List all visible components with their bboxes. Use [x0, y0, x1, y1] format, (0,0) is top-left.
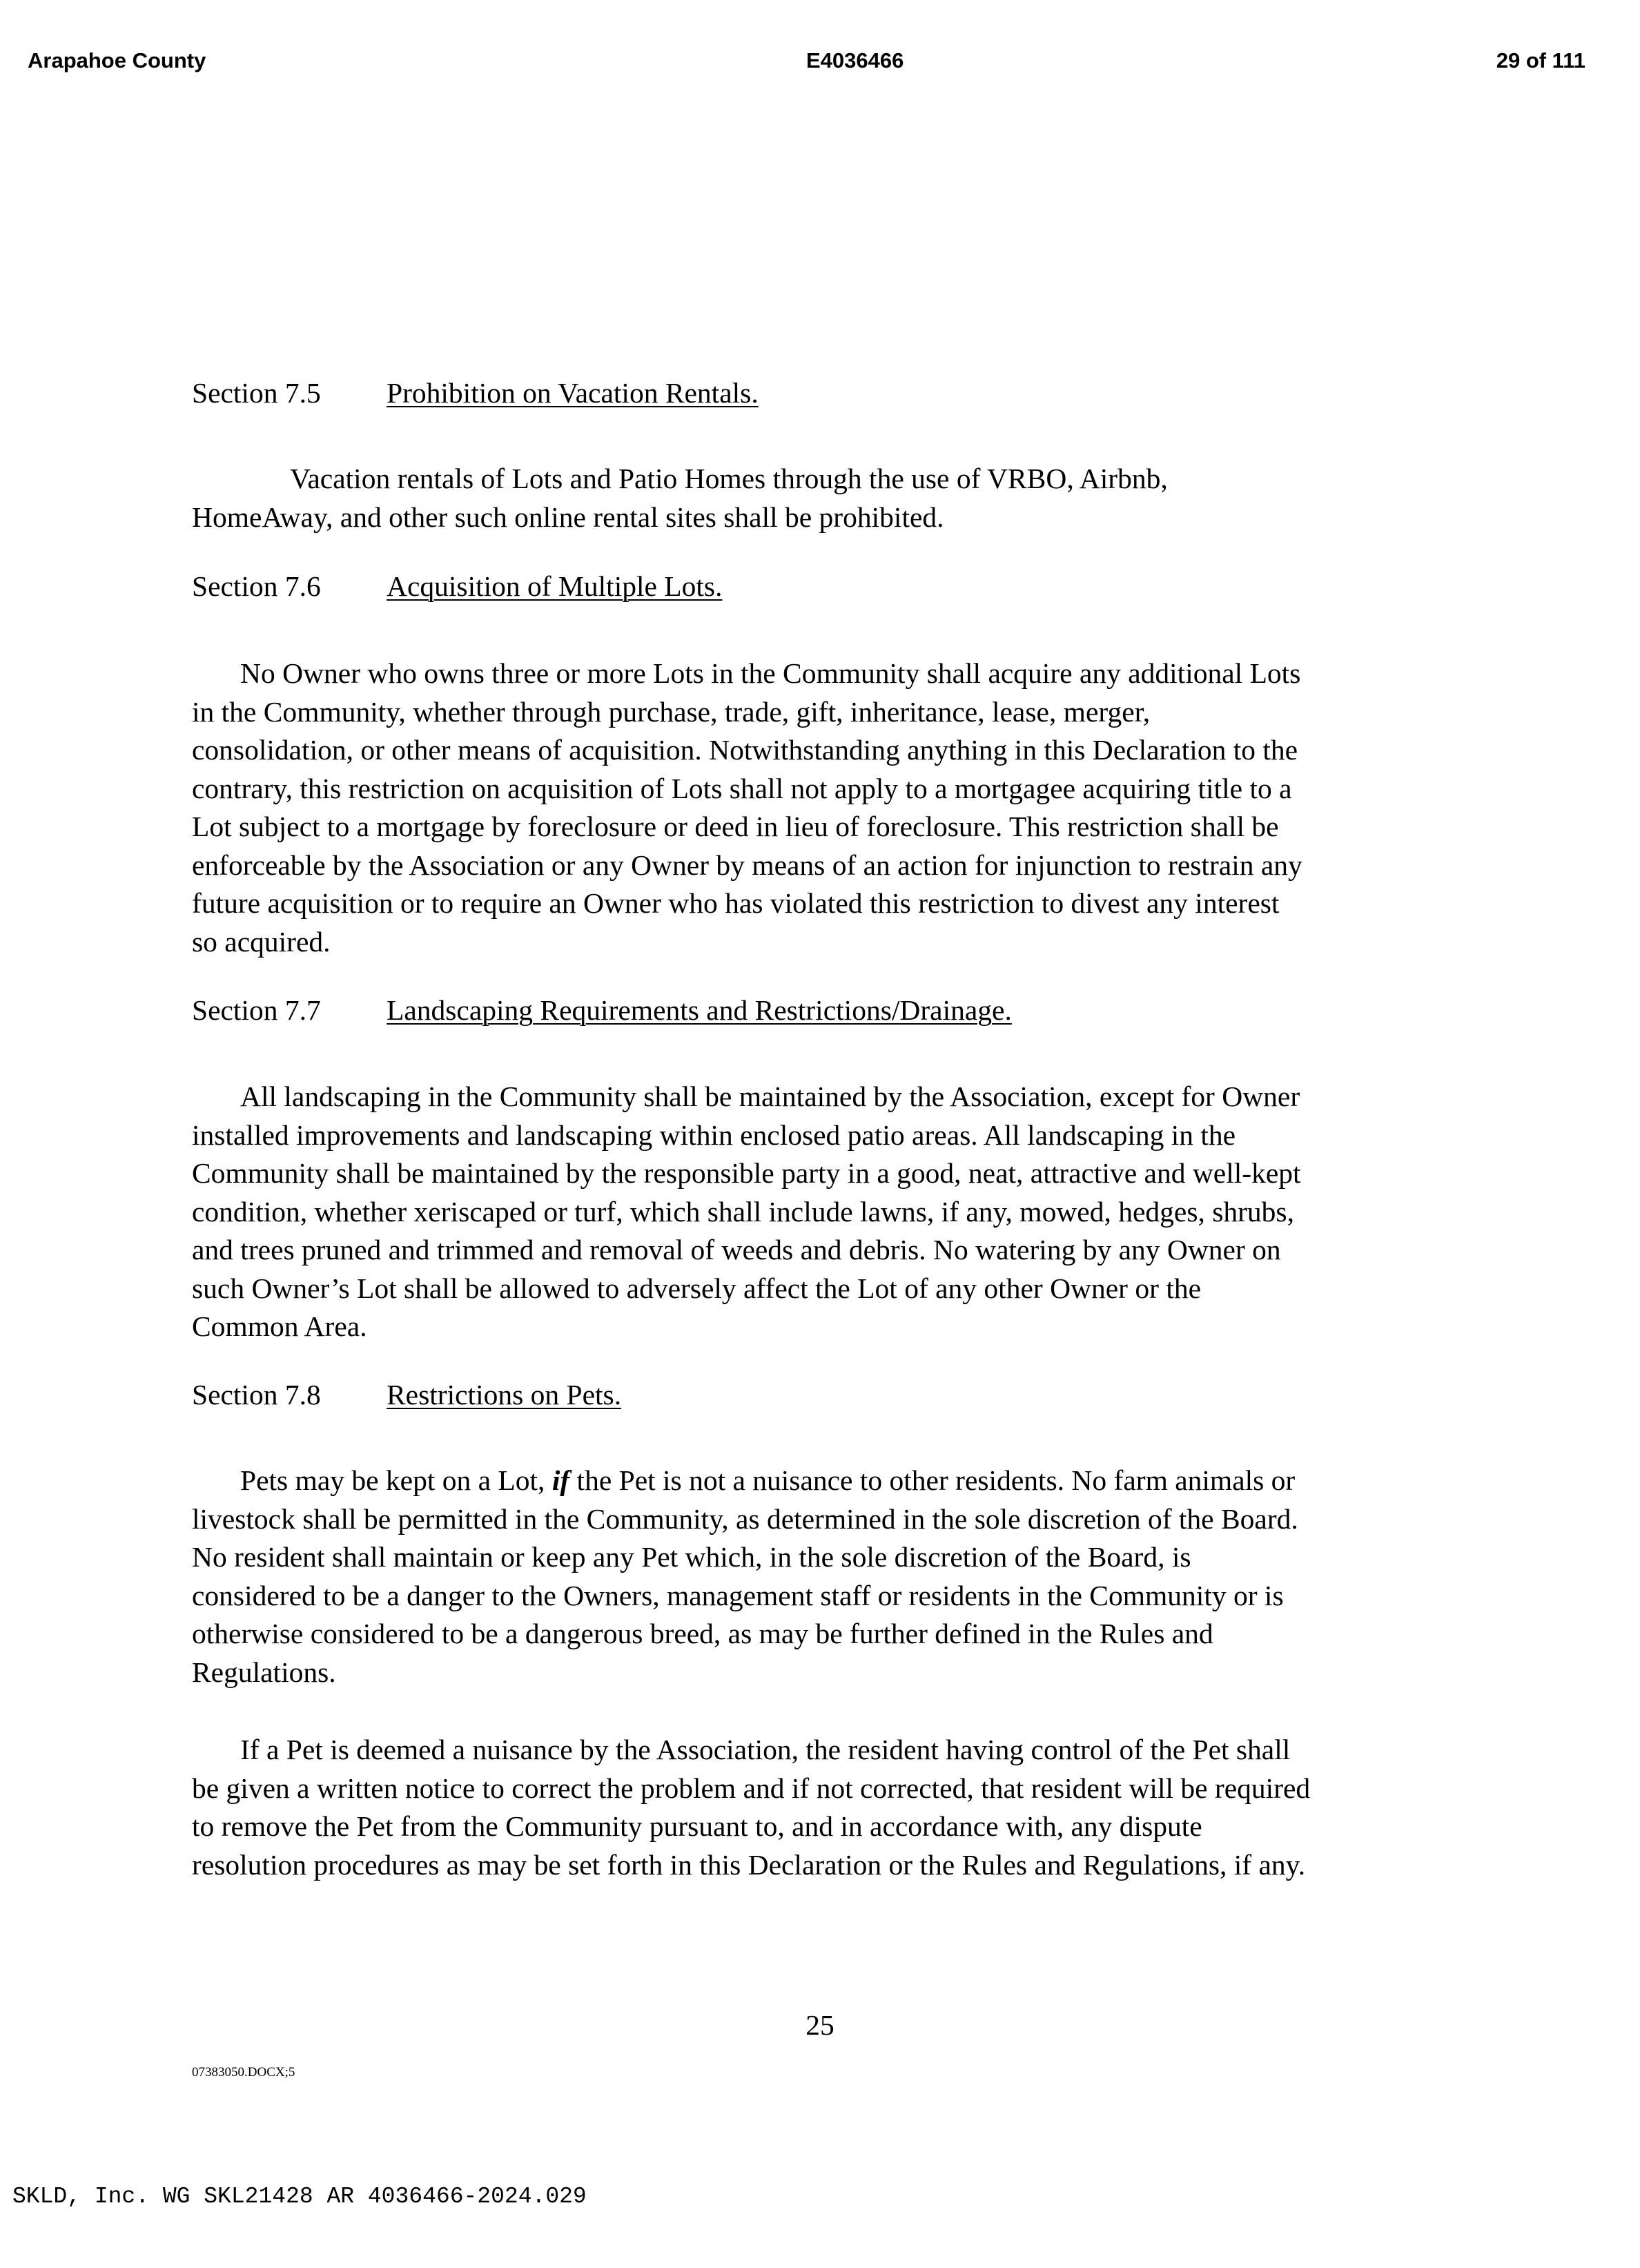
paragraph-line: contrary, this restriction on acquisition of Lots shall not apply to a mortgagee acquiring title to a [192, 772, 1292, 804]
paragraph-line: No resident shall maintain or keep any Pet which, in the sole discretion of the Board, is [192, 1541, 1191, 1573]
paragraph-line: resolution procedures as may be set forth in this Declaration or the Rules and Regulations, if any. [192, 1848, 1306, 1881]
section-heading-7-8 [192, 1376, 621, 1414]
paragraph-line: Community shall be maintained by the responsible party in a good, neat, attractive and well-kept [192, 1157, 1301, 1189]
emphasis-if: if [551, 1464, 570, 1496]
header-reception-number: E4036466 [806, 48, 904, 72]
paragraph-line: in the Community, whether through purchase, trade, gift, inheritance, lease, merger, [192, 695, 1151, 728]
section-title: Prohibition on Vacation Rentals. [387, 377, 759, 409]
paragraph-line: installed improvements and landscaping within enclosed patio areas. All landscaping in the [192, 1118, 1236, 1151]
line-text: the Pet is not a nuisance to other residents. No farm animals or [569, 1464, 1296, 1496]
section-title: Acquisition of Multiple Lots. [387, 570, 723, 602]
paragraph-line: so acquired. [192, 925, 331, 958]
paragraph-line: Regulations. [192, 1656, 336, 1688]
section-number: Section 7.7 [192, 994, 321, 1026]
paragraph-line: condition, whether xeriscaped or turf, which shall include lawns, if any, mowed, hedges, shrubs, [192, 1195, 1294, 1228]
paragraph-line: to remove the Pet from the Community pursuant to, and in accordance with, any dispute [192, 1810, 1202, 1842]
section-number: Section 7.8 [192, 1379, 321, 1411]
paragraph-line: HomeAway, and other such online rental sites shall be prohibited. [192, 501, 944, 533]
section-heading-7-5 [192, 374, 759, 412]
section-heading-7-7 [192, 991, 1012, 1029]
paragraph-line: No Owner who owns three or more Lots in the Community shall acquire any additional Lots [240, 657, 1301, 689]
section-7-8-paragraph-1 [192, 1462, 1454, 1692]
section-number: Section 7.5 [192, 377, 321, 409]
paragraph-line: future acquisition or to require an Owner who has violated this restriction to divest any interest [192, 887, 1280, 919]
paragraph-line: otherwise considered to be a dangerous breed, as may be further defined in the Rules and [192, 1618, 1213, 1649]
section-7-7-paragraph [192, 1078, 1454, 1346]
recording-stamp: SKLD, Inc. WG SKL21428 AR 4036466-2024.029 [12, 2184, 587, 2209]
line-text: Pets may be kept on a Lot, [240, 1464, 552, 1496]
header-page-count: 29 of 111 [1496, 48, 1585, 72]
paragraph-line: If a Pet is deemed a nuisance by the Association, the resident having control of the Pet shall [240, 1734, 1291, 1765]
paragraph-line: consolidation, or other means of acquisition. Notwithstanding anything in this Declaration to the [192, 734, 1298, 766]
paragraph-line: be given a written notice to correct the problem and if not corrected, that resident will be required [192, 1772, 1311, 1804]
section-7-8-paragraph-2 [192, 1731, 1454, 1884]
paragraph-line: livestock shall be permitted in the Community, as determined in the sole discretion of the Board. [192, 1502, 1298, 1535]
section-7-6-paragraph [192, 655, 1454, 961]
paragraph-line: and trees pruned and trimmed and removal of weeds and debris. No watering by any Owner on [192, 1234, 1281, 1266]
header-county: Arapahoe County [28, 48, 206, 72]
section-title: Restrictions on Pets. [387, 1379, 622, 1411]
page-number: 25 [806, 2009, 834, 2041]
document-code: 07383050.DOCX;5 [192, 2065, 295, 2080]
paragraph-line: All landscaping in the Community shall be maintained by the Association, except for Owner [240, 1080, 1300, 1112]
paragraph-line: Common Area. [192, 1310, 367, 1342]
paragraph-line: Vacation rentals of Lots and Patio Homes through the use of VRBO, Airbnb, [290, 463, 1168, 494]
paragraph-line: such Owner’s Lot shall be allowed to adversely affect the Lot of any other Owner or the [192, 1272, 1202, 1304]
paragraph-line [192, 1462, 1454, 1500]
section-number: Section 7.6 [192, 570, 321, 602]
paragraph-line: considered to be a danger to the Owners, management staff or residents in the Community or is [192, 1579, 1284, 1611]
section-title: Landscaping Requirements and Restrictions/Drainage. [387, 994, 1012, 1026]
paragraph-line: enforceable by the Association or any Owner by means of an action for injunction to restrain any [192, 849, 1302, 881]
paragraph-line: Lot subject to a mortgage by foreclosure or deed in lieu of foreclosure. This restriction shall be [192, 811, 1279, 842]
section-heading-7-6 [192, 568, 722, 605]
section-7-5-paragraph [192, 460, 1454, 536]
